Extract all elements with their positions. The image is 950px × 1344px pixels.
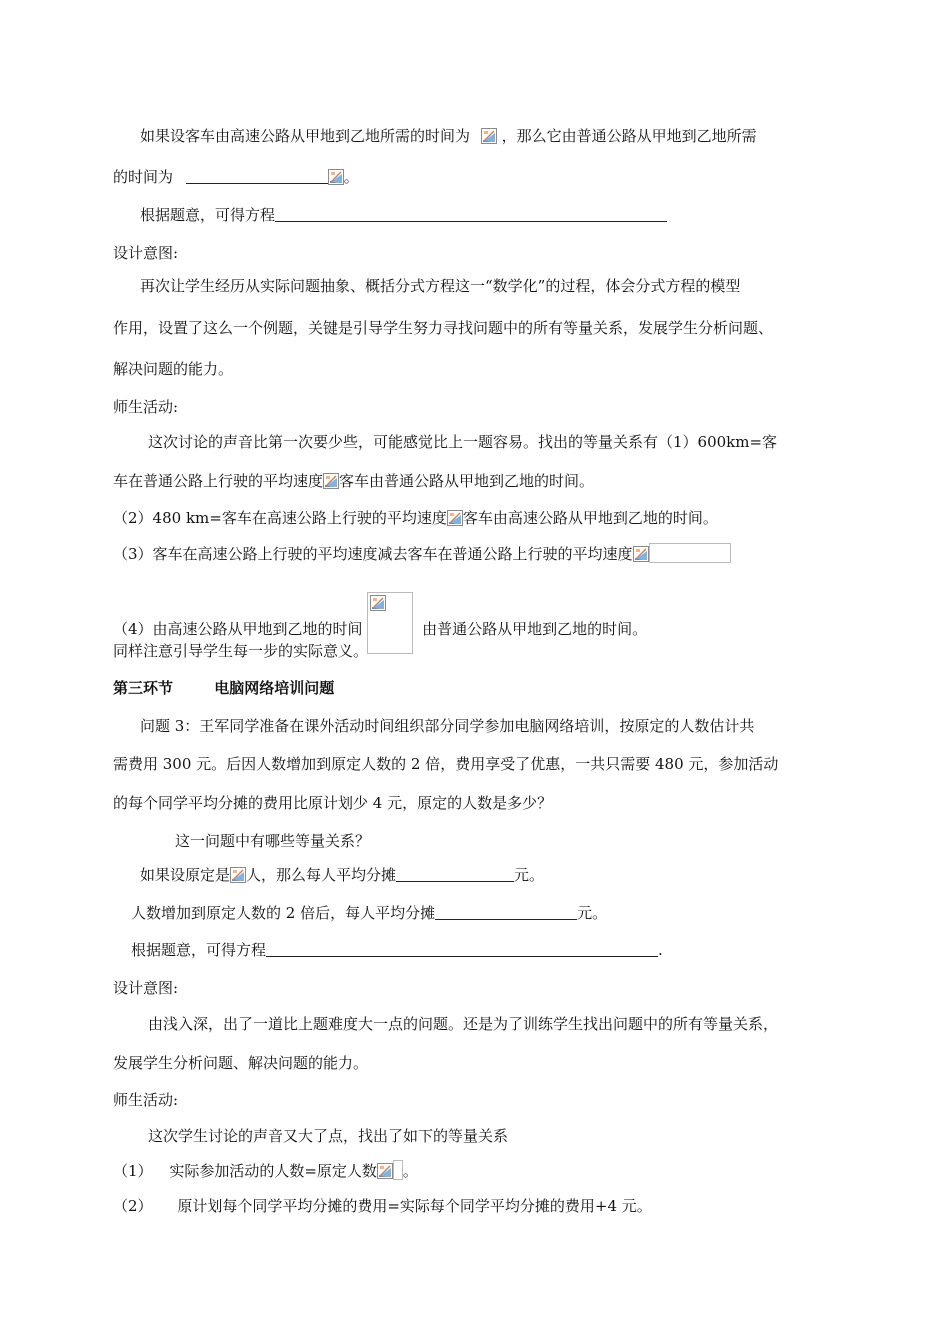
paragraph-line: 作用，设置了这么一个例题，关键是引导学生努力寻找问题中的所有等量关系，发展学生分析问题、 (113, 319, 774, 337)
line-22: 根据题意，可得方程 . (131, 941, 663, 959)
section-heading: 第三环节 电脑网络培训问题 (113, 679, 335, 697)
formula-image-icon (447, 510, 463, 526)
paragraph-line: 问题 3：王军同学准备在课外活动时间组织部分同学参加电脑网络培训，按原定的人数估计共 (140, 717, 755, 735)
heading-teacher-student: 师生活动: (113, 1091, 179, 1109)
answer-blank[interactable] (186, 169, 328, 184)
formula-image-icon (633, 546, 649, 562)
line-10: 车在普通公路上行驶的平均速度 客车由普通公路从甲地到乙地的时间。 (113, 472, 595, 490)
formula-box (649, 543, 731, 563)
question-line: 这一问题中有哪些等量关系？ (175, 832, 371, 850)
formula-image-icon (377, 1163, 393, 1179)
paragraph-line: 的每个同学平均分摊的费用比原计划少 4 元，原定的人数是多少？ (113, 794, 553, 812)
heading-teacher-student: 师生活动: (113, 398, 179, 416)
line-20: 如果设原定是 人，那么每人平均分摊 元。 (140, 866, 545, 884)
formula-image-icon (323, 473, 339, 489)
line-1: 如果设客车由高速公路从甲地到乙地所需的时间为 ，那么它由普通公路从甲地到乙地所需 (140, 127, 757, 145)
paragraph-line: 这次学生讨论的声音又大了点，找出了如下的等量关系 (148, 1127, 509, 1145)
formula-box (393, 1160, 403, 1180)
paragraph-line: 再次让学生经历从实际问题抽象、概括分式方程这一“数学化”的过程，体会分式方程的模型 (140, 277, 741, 295)
line-13: （4）由高速公路从甲地到乙地的时间 由普通公路从甲地到乙地的时间。 (113, 592, 647, 654)
formula-image-icon (230, 867, 246, 883)
formula-image-icon (481, 128, 497, 144)
line-21: 人数增加到原定人数的 2 倍后，每人平均分摊 元。 (131, 904, 608, 922)
line-11: （2）480 km=客车在高速公路上行驶的平均速度 客车由高速公路从甲地到乙地的时间。 (113, 509, 718, 527)
paragraph-line: 解决问题的能力。 (113, 360, 234, 378)
line-28: （1） 实际参加活动的人数=原定人数 。 (113, 1162, 418, 1180)
paragraph-line: 由浅入深，出了一道比上题难度大一点的问题。还是为了训练学生找出问题中的所有等量关系， (148, 1015, 779, 1033)
answer-blank[interactable] (396, 867, 514, 882)
formula-box (367, 592, 413, 654)
line-29: （2） 原计划每个同学平均分摊的费用=实际每个同学平均分摊的费用+4 元。 (113, 1197, 652, 1215)
formula-image-icon (370, 595, 386, 611)
paragraph-line: 同样注意引导学生每一步的实际意义。 (113, 642, 369, 660)
paragraph-line: 需费用 300 元。后因人数增加到原定人数的 2 倍，费用享受了优惠，一共只需要 480 元，参加活动 (113, 755, 779, 773)
line-2: 的时间为 。 (113, 168, 359, 186)
line-12: （3）客车在高速公路上行驶的平均速度减去客车在普通公路上行驶的平均速度 (113, 543, 731, 564)
line-3: 根据题意，可得方程 (140, 205, 667, 225)
heading-design-intent: 设计意图: (113, 979, 179, 997)
paragraph-line: 发展学生分析问题、解决问题的能力。 (113, 1054, 369, 1072)
equation-blank[interactable] (275, 207, 667, 222)
equation-blank[interactable] (266, 942, 658, 957)
answer-blank[interactable] (435, 905, 577, 920)
heading-design-intent: 设计意图: (113, 244, 179, 262)
paragraph-line: 这次讨论的声音比第一次要少些，可能感觉比上一题容易。找出的等量关系有（1）600km=客 (148, 433, 778, 451)
formula-image-icon (328, 169, 344, 185)
